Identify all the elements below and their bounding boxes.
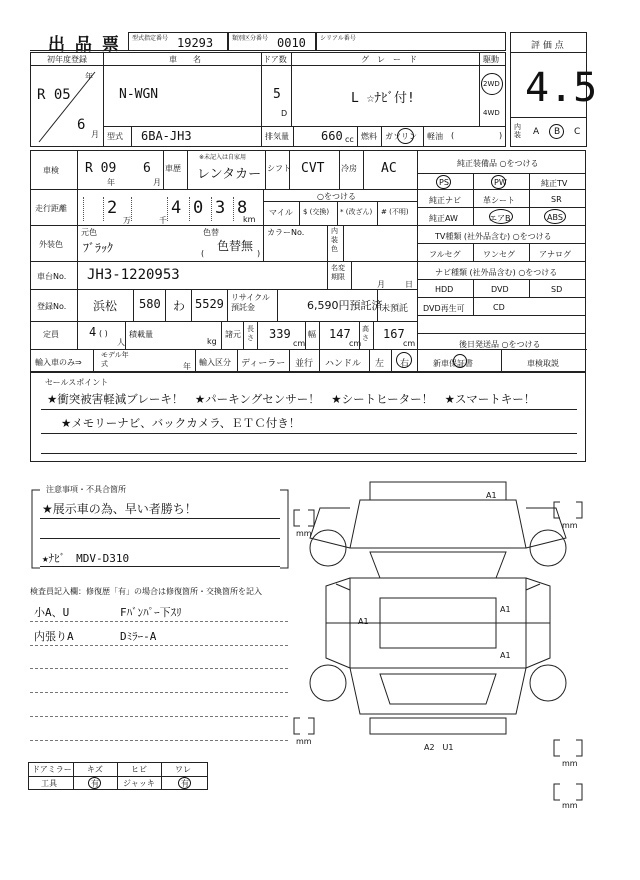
month-unit: 月: [91, 130, 99, 139]
width-value: 147: [329, 327, 351, 341]
grade-value: L ☆ﾅﾋﾞ付!: [351, 91, 415, 106]
score-value: 4.5: [525, 65, 598, 111]
sales-point-line1: ★衝突被害軽減ブレーキ！ ★パーキングセンサー！ ★シートヒーター！ ★スマートキー！: [47, 392, 536, 406]
equip-abs: ABS: [547, 213, 563, 222]
equip-navi: 純正ナビ: [429, 196, 461, 205]
length-value: 339: [269, 327, 291, 341]
score-label: 評 価 点: [531, 41, 564, 51]
inspector-note: Dﾐﾗｰ-A: [120, 630, 157, 643]
mileage-sen: 千: [159, 216, 167, 225]
type-no-label: 型式指定番号: [132, 35, 169, 42]
shaken-label: 車検: [43, 166, 59, 175]
serial-box: [316, 32, 506, 51]
spec-label: 諸元: [225, 330, 241, 339]
grade-label: グ レ ー ド: [361, 55, 417, 64]
capacity-value: 4: [89, 325, 97, 339]
import-label: 輸入車のみ⇒: [35, 358, 82, 367]
handle-label: ハンドル: [325, 359, 362, 369]
notes-line2: ★ﾅﾋﾞ MDV-D310: [42, 552, 130, 565]
sales-point-label: セールスポイント: [45, 378, 109, 387]
legend-jack: ジャッキ: [123, 779, 155, 788]
notes-line1: ★展示車の為、早い者勝ち！: [42, 502, 197, 516]
shaken-month: 6: [143, 161, 151, 176]
later-items-label: 後日発送品 ○をつける: [459, 340, 541, 349]
mileage-km: km: [243, 215, 256, 224]
drive-label: 駆動: [483, 55, 499, 64]
load-unit: kg: [207, 337, 217, 346]
model-label: 型式: [107, 132, 123, 141]
equip-tv: 純正TV: [541, 179, 568, 188]
import-type-label: 輸入区分: [199, 358, 231, 367]
reg-label: 登録No.: [37, 302, 67, 311]
mileage-unknown: # (不明): [381, 208, 409, 216]
sales-point-box: [30, 372, 586, 462]
height-label: 高さ: [362, 325, 369, 342]
diagram-mm-5: mm: [562, 801, 578, 810]
mileage-man: 万: [123, 216, 131, 225]
first-reg-month: 6: [77, 117, 86, 133]
diagram-mark-left-door: A1: [358, 617, 369, 626]
std-equipment-label: 純正装備品 ○をつける: [457, 159, 539, 168]
displacement-value: 660: [321, 129, 343, 143]
equip-airbag: エアB: [489, 214, 511, 223]
diagram-mark-right-front: A1: [500, 605, 511, 614]
orig-color-label: 元色: [81, 228, 97, 237]
height-unit: cm: [403, 339, 416, 348]
interior-a: A: [533, 127, 540, 137]
type-no-box: [128, 32, 228, 51]
shift-label: シフト: [267, 164, 291, 173]
tv-type-label: TV種類 (社外品含む) ○をつける: [435, 232, 552, 241]
diagram-mm-4: mm: [562, 759, 578, 768]
type-no-value: 19293: [177, 36, 214, 50]
equip-aw: 純正AW: [429, 214, 458, 223]
equip-leather: 革シート: [483, 196, 515, 205]
mileage-digit-cell: [103, 197, 121, 221]
recycle-unpaid: 未預託: [381, 304, 409, 314]
first-reg-label: 初年度登録: [47, 55, 87, 64]
height-value: 167: [383, 327, 405, 341]
reg-class: 580: [139, 297, 161, 311]
import-parallel: 並行: [295, 359, 314, 369]
first-reg-year: R 05: [37, 87, 71, 103]
orig-color-value: ﾌﾞﾗｯｸ: [83, 241, 114, 255]
interior-b: B: [554, 127, 561, 137]
load-label: 積載量: [129, 330, 153, 339]
inspector-note: Fﾊﾞﾝﾊﾟｰ下ｽﾘ: [120, 606, 182, 619]
recycle-value: 6,590円預託済: [307, 299, 383, 312]
category-value: 0010: [277, 36, 306, 50]
displacement-label: 排気量: [265, 132, 289, 141]
model-year-label: モデル年式: [101, 351, 129, 368]
mileage-digit: 0: [193, 198, 204, 218]
later-warranty: 新車保証書: [433, 359, 473, 368]
capacity-unit: 人: [117, 338, 125, 347]
name-change-month: 月: [377, 280, 385, 289]
legend-tools-has: 有: [91, 779, 99, 788]
drive-4wd: 4WD: [483, 109, 500, 117]
interior-c: C: [574, 127, 581, 137]
chassis-value: JH3-1220953: [87, 267, 180, 283]
doors-value: 5: [273, 87, 281, 102]
diagram-mm-3: mm: [296, 737, 312, 746]
vehicle-basic-table: 初年度登録 車 名 ドア数 グ レ ー ド 駆動 年 R 05 6 月 N-WGN 5 D L ☆ﾅﾋﾞ付! 2WD 4WD 型式 6BA-JH3 排気量 660 cc 燃料 ガソリン 軽油 ( ): [30, 52, 506, 147]
car-name-label: 車 名: [169, 55, 201, 64]
shaken-value: R 09: [85, 161, 117, 176]
tv-analog: アナログ: [539, 250, 571, 259]
width-unit: cm: [349, 339, 362, 348]
ac-value: AC: [381, 161, 397, 176]
chassis-label: 車台No.: [37, 272, 67, 281]
mileage-digit: 3: [215, 198, 226, 218]
mileage-tampered: * (改ざん): [340, 208, 373, 216]
sales-point-line2: ★メモリーナビ、バックカメラ、ＥＴＣ付き！: [61, 416, 301, 430]
name-change-label: 名変期限: [331, 264, 345, 281]
handle-right: 右: [400, 359, 410, 369]
width-label: 幅: [308, 330, 316, 339]
notes-label: 注意事項・不具合箇所: [46, 485, 126, 494]
fuel-diesel: 軽油: [427, 132, 443, 141]
history-note: ※未記入は自家用: [199, 154, 247, 161]
navi-type-label: ナビ種類 (社外品含む) ○をつける: [435, 268, 558, 277]
shift-value: CVT: [301, 161, 325, 176]
length-unit: cm: [293, 339, 306, 348]
doors-label: ドア数: [263, 55, 287, 64]
car-name-value: N-WGN: [119, 87, 159, 102]
serial-label: シリアル番号: [320, 35, 356, 42]
fuel-label: 燃料: [361, 132, 377, 141]
color-change-value: 色替無: [217, 239, 254, 253]
inspector-note: 小A、U: [34, 606, 70, 619]
tv-oneseg: ワンセグ: [483, 250, 515, 259]
category-box: [228, 32, 316, 51]
diagram-mark-rear: A2 U1: [424, 743, 454, 752]
mileage-digit: 2: [107, 198, 118, 218]
navi-dvd: DVD: [491, 285, 509, 294]
model-year-unit: 年: [183, 362, 191, 371]
legend-scratch: キズ: [87, 765, 103, 774]
doors-type: D: [281, 109, 288, 118]
legend-mirror: ドアミラー: [32, 765, 72, 774]
legend-jack-has: 有: [181, 779, 189, 788]
history-label: 車歴: [165, 164, 181, 173]
recycle-label: リサイクル預託金: [231, 293, 270, 312]
navi-cd: CD: [493, 303, 505, 312]
ext-color-label: 外装色: [39, 240, 63, 249]
interior-label: 内装: [514, 123, 521, 139]
car-damage-diagram: [290, 478, 590, 810]
diagram-mm-1: mm: [296, 529, 312, 538]
diagram-mm-2: mm: [562, 521, 578, 530]
legend-table: [28, 762, 208, 790]
mileage-digit: 4: [171, 198, 182, 218]
import-dealer: ディーラー: [241, 359, 286, 369]
cc-unit: cc: [345, 135, 354, 144]
mileage-digit-cell: [167, 197, 185, 221]
mileage-exchange: $ (交換): [303, 208, 330, 216]
reg-kana: わ: [173, 299, 186, 313]
drive-2wd: 2WD: [483, 80, 500, 88]
navi-hdd: HDD: [435, 285, 454, 294]
mileage-digit-cell: [233, 197, 251, 221]
capacity-label: 定員: [43, 330, 59, 339]
inspector-label: 検査員記入欄：修復歴「有」の場合は修復箇所・交換箇所を記入: [30, 587, 262, 596]
length-label: 長さ: [247, 325, 254, 342]
mileage-digit-cell: [189, 197, 207, 221]
inspection-table: 車検 R 09 年 6 月 車歴 ※未記入は自家用 レンタカー シフト CVT 冷房 AC 走行距離 万 千 km ○をつける マイル $ (交換) * (改ざん) # (不明) 外装色 元色 ﾌﾞﾗｯｸ 色替 色替無 ( ) カラーNo. 内装色 車台No. JH3-1220953 名変期限 月 日 登録No. 浜松 580 わ 5529 リサイクル預託金 6,590円預託済 未預託 定員 4 ( ) 人 積載量 kg 諸元 長さ 339 cm 幅 147 cm 高さ 167 cm 輸入車のみ⇒ モデル年式 年 輸入区分 ディーラー 並行 ハンドル 左 右 純正装備品 ○をつける PS PW 純正TV 純正ナビ 革シート SR 純正AW エアB ABS TV種類 (社外品含む) ○をつける フルセグ ワンセグ アナログ ナビ種類 (社外品含む) ○をつける HDD DVD SD DVD再生可 CD 後日発送品 ○をつける 新車保証書 車検取説 2 4 0 3 8: [30, 150, 586, 372]
mileage-digit-cell: [83, 197, 101, 221]
model-value: 6BA-JH3: [141, 129, 192, 143]
history-value: レンタカー: [197, 167, 262, 182]
tv-fullseg: フルセグ: [429, 250, 461, 259]
mileage-mark-note: ○をつける: [317, 192, 356, 201]
equip-sr: SR: [551, 195, 562, 204]
legend-tools: 工具: [41, 779, 57, 788]
color-no-label: カラーNo.: [267, 228, 305, 237]
mileage-digit-cell: [131, 197, 149, 221]
page-title: 出 品 票: [48, 35, 121, 55]
int-color-label: 内装色: [331, 227, 338, 253]
year-unit: 年: [85, 72, 93, 81]
mileage-label: 走行距離: [35, 204, 67, 213]
score-box: [510, 32, 598, 147]
inspector-note: 内張りA: [34, 630, 74, 643]
equip-pw: PW: [494, 178, 507, 187]
later-manual: 車検取説: [527, 359, 559, 368]
diagram-mark-front: A1: [486, 491, 497, 500]
color-change-label: 色替: [203, 228, 219, 237]
mileage-digit-cell: [211, 197, 229, 221]
ac-label: 冷房: [341, 164, 357, 173]
mileage-mile: マイル: [269, 208, 293, 217]
handle-left: 左: [375, 359, 385, 369]
navi-dvd-play: DVD再生可: [423, 304, 465, 313]
equip-ps: PS: [439, 178, 449, 187]
category-label: 類別区分番号: [232, 35, 269, 42]
diagram-mark-right-rear: A1: [500, 651, 511, 660]
mileage-digit: 8: [237, 198, 248, 218]
notes-box: [28, 486, 292, 572]
navi-sd: SD: [551, 285, 563, 294]
shaken-month-unit: 月: [153, 178, 161, 187]
legend-crack: ヒビ: [131, 765, 147, 774]
reg-area: 浜松: [93, 299, 118, 313]
shaken-year-unit: 年: [107, 178, 115, 187]
reg-number: 5529: [195, 297, 224, 311]
legend-break: ワレ: [175, 765, 191, 774]
fuel-gasoline: ガソリン: [385, 132, 417, 141]
